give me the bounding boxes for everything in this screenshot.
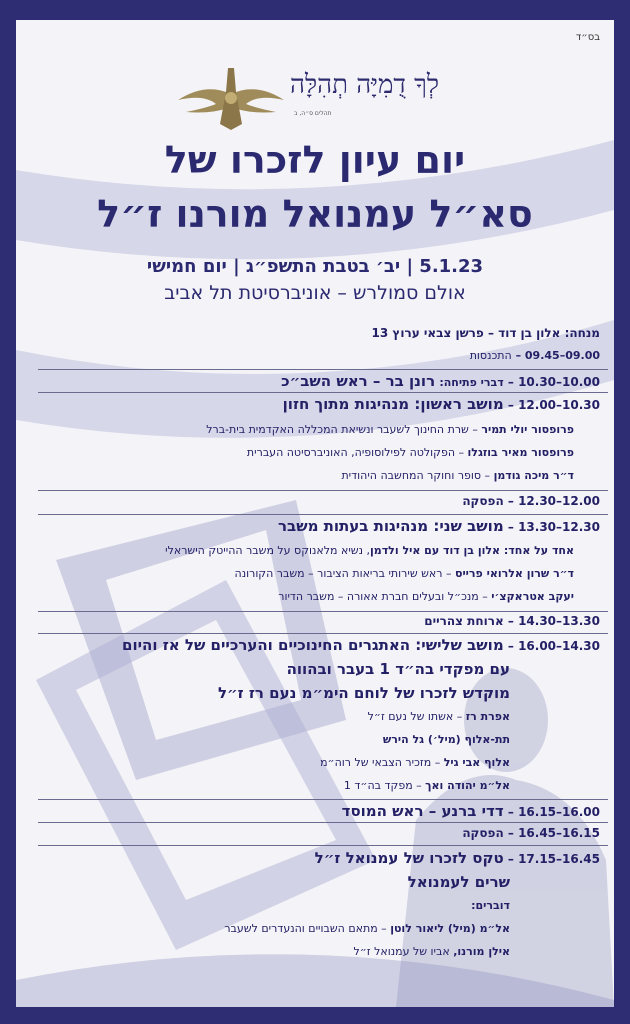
speaker-name: ד״ר שרון אלרואי פרייס [454, 567, 574, 580]
venue: אולם סמולרש – אוניברסיטת תל אביב [164, 282, 466, 304]
poster-sheet [16, 20, 614, 1007]
item-text: הפסקה [462, 494, 504, 508]
item-text: מושב שני: מנהיגות בעתות משבר [278, 517, 504, 535]
host-line: מנחה: אלון בן דוד – פרשן צבאי ערוץ 13 [371, 326, 600, 340]
speaker-name: אילן מורנו, [453, 945, 510, 958]
speaker-role: – סופר וחוקר המחשבה היהודית [341, 469, 494, 482]
item-text: התכנסות [469, 349, 512, 362]
speaker-line [16, 544, 574, 557]
divider [38, 611, 608, 612]
item-time: 10.00–10.30 – [507, 375, 600, 389]
logo-subtitle: תהלים ס״ה, ב [294, 110, 332, 117]
item-time: 14.30–16.00 – [507, 639, 600, 653]
ceremony-subtitle: שרים לעמנואל [407, 873, 510, 891]
speaker-line [16, 710, 510, 723]
item-time: 12.30–13.30 – [507, 520, 600, 534]
item-time: 16.00–16.15 – [507, 805, 600, 819]
speaker-name: פרופסור מאיר בוזגלו [467, 446, 574, 459]
speaker-role: – מפקד בה״ד 1 [343, 779, 426, 792]
speaker-name: ד״ר מיכה גודמן [493, 469, 574, 482]
speaker-name: פרופסור יולי תמיר [481, 423, 574, 436]
divider [38, 633, 608, 634]
speaker-line [16, 423, 574, 436]
divider [38, 514, 608, 515]
item-time: 10.30–12.00 – [507, 398, 600, 412]
speaker-role: – מזכיר הצבאי של רוה״מ [320, 756, 444, 769]
speaker-name: אל״מ (מיל) ליאור לוטן [390, 922, 510, 935]
divider [38, 490, 608, 491]
item-text: דדי ברנע – ראש המוסד [341, 802, 504, 820]
speaker-line [16, 922, 510, 935]
speaker-role: – ראש שירותי בריאות הציבור – משבר הקורונה [234, 567, 455, 580]
item-text: ארוחת צהריים [424, 614, 504, 628]
item-time: 09.00–09.45 – [515, 349, 600, 362]
speaker-line [16, 779, 510, 792]
speaker-line [16, 590, 574, 603]
item-text: רונן בר – ראש השב״כ [281, 372, 436, 390]
speaker-line [16, 469, 574, 482]
divider [38, 822, 608, 823]
speaker-role: – אשתו של נעם ז״ל [367, 710, 466, 723]
title-line-1: יום עיון לזכרו של [164, 138, 466, 182]
speaker-name: אפרת רז [465, 710, 510, 723]
speaker-line [16, 446, 574, 459]
speaker-line [16, 945, 510, 958]
item-text: טקס לזכרו של עמנואל ז״ל [314, 849, 504, 867]
speaker-line: תת-אלוף (מיל׳) גל הירש [382, 733, 510, 746]
speaker-role: – שרת החינוך לשעבר ונשיאת המכללה האקדמית בית-ברל [206, 423, 482, 436]
title-line-2: סא״ל עמנואל מורנו ז״ל [97, 192, 533, 236]
divider [38, 845, 608, 846]
session-dedication: מוקדש לזכרו של לוחם הימ״מ נעם רז ז״ל [217, 684, 510, 702]
speaker-name: אלוף אבי גיל [443, 756, 510, 769]
speaker-role: – מתאם השבויים והנעדרים לשעבר [224, 922, 391, 935]
speaker-role: – מנכ״ל ובעלים חברת אאורה – משבר הדיור [278, 590, 492, 603]
item-text: מושב שלישי: האתגרים החינוכיים והערכיים של אז והיום [122, 636, 504, 654]
speaker-line [16, 756, 510, 769]
bsd-mark: בס״ד [575, 32, 600, 43]
speakers-heading: דוברים: [471, 899, 510, 912]
divider [38, 369, 608, 370]
item-time: 16.45–17.15 – [507, 852, 600, 866]
speaker-name: אל״מ יהודה ואך [425, 779, 510, 792]
speaker-role: , נשיא מלאנוקס על משבר ההייטק הישראלי [165, 544, 370, 557]
speaker-name: אחד על אחד: אלון בן דוד עם איל ולדמן [369, 544, 574, 557]
speaker-role: – הפקולטה לפילוסופיה, האוניברסיטה העברית [246, 446, 468, 459]
wings-emblem-icon [176, 64, 286, 134]
item-time: 12.00–12.30 – [507, 494, 600, 508]
divider [38, 799, 608, 800]
item-text: מושב ראשון: מנהיגות מתוך חזון [282, 395, 504, 413]
session-subtitle: עם מפקדי בה״ד 1 בעבר ובהווה [286, 660, 510, 678]
item-text: הפסקה [462, 826, 504, 840]
item-time: 13.30–14.30 – [507, 614, 600, 628]
speaker-role: אביו של עמנואל ז״ל [353, 945, 454, 958]
item-label: דברי פתיחה: [439, 376, 504, 389]
divider [38, 392, 608, 393]
speaker-name: יעקב אטראקצ׳י [491, 590, 574, 603]
date-line: 5.1.23 | יב׳ בטבת התשפ״ג | יום חמישי [146, 256, 484, 277]
speaker-line [16, 567, 574, 580]
logo [176, 64, 440, 134]
logo-text: לְךָ דֻמִיָּה תְהִלָּה [290, 70, 440, 100]
item-time: 16.15–16.45 – [507, 826, 600, 840]
